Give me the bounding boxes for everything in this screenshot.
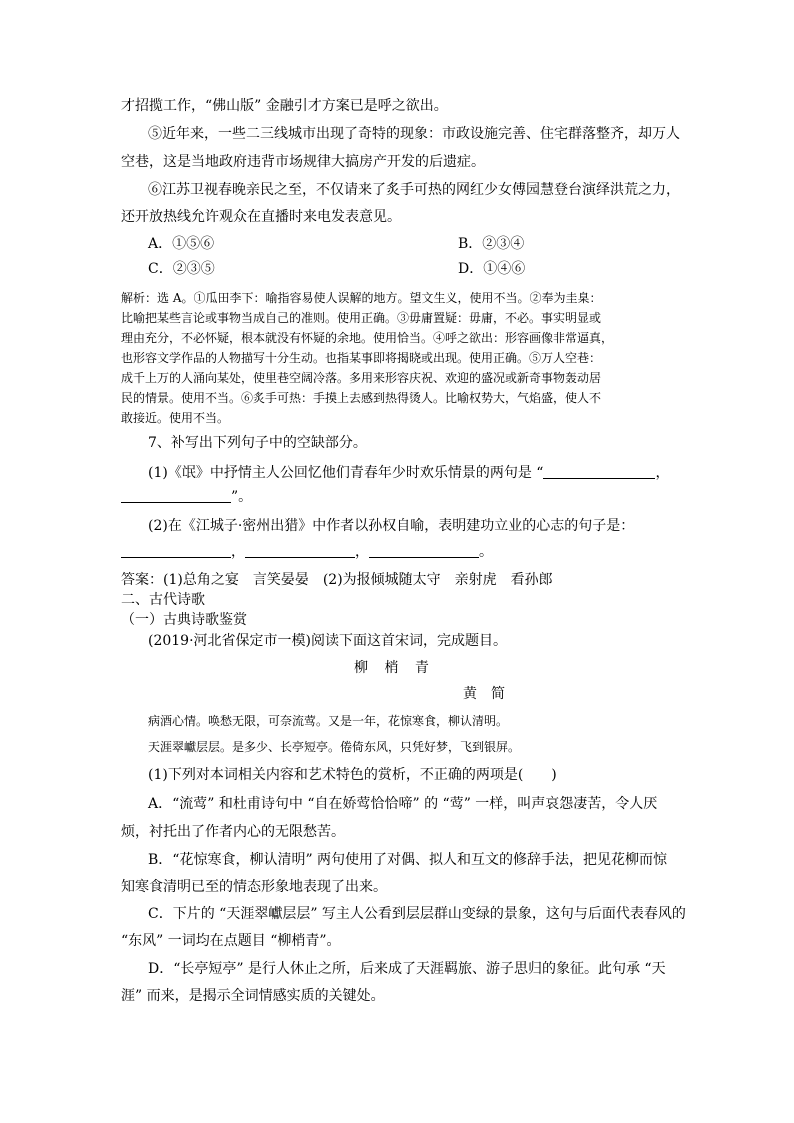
poem-line: 病酒心情。唤愁无限，可奈流莺。又是一年，花惊寒食，柳认清明。 xyxy=(148,714,509,728)
subsection-heading: （一）古典诗歌鉴赏 xyxy=(121,612,247,628)
answer-blank[interactable] xyxy=(543,464,655,479)
poem-author: 黄 简 xyxy=(463,686,505,702)
answer-blank[interactable] xyxy=(245,543,355,558)
poem-intro: (2019·河北省保定市一模)阅读下面这首宋词，完成题目。 xyxy=(148,633,508,649)
option-b-line1: B．“花惊寒食，柳认清明” 两句使用了对偶、拟人和互文的修辞手法，把见花柳而惊 xyxy=(148,852,668,868)
choice-d: D．①④⑥ xyxy=(458,261,526,277)
option-b-line2: 知寒食清明已至的情态形象地表现了出来。 xyxy=(121,879,387,895)
analysis-line: 也形容文学作品的人物描写十分生动。也指某事即将揭晓或出现。使用正确。⑤万人空巷： xyxy=(121,351,602,365)
analysis-line: 敢接近。使用不当。 xyxy=(121,411,230,425)
question-7-part1-end: ”。 xyxy=(231,489,253,505)
choice-b: B．②③④ xyxy=(458,236,525,252)
option-item-5-line2: 空巷，这是当地政府违背市场规律大搞房产开发的后遗症。 xyxy=(121,154,485,170)
question-7-part1-text: (1)《氓》中抒情主人公回忆他们青春年少时欢乐情景的两句是 “ xyxy=(148,465,544,481)
question-7-stem: 7、补写出下列句子中的空缺部分。 xyxy=(148,435,367,451)
option-c-line2: “东风” 一词均在点题目 “柳梢青”。 xyxy=(121,933,341,949)
analysis-line: 理由充分，不必怀疑，根本就没有怀疑的余地。使用恰当。④呼之欲出：形容画像非常逼真， xyxy=(121,331,614,345)
question-7-part2: (2)在《江城子·密州出猎》中作者以孙权自喻，表明建功立业的心志的句子是： xyxy=(148,518,635,534)
poem-line: 天涯翠巘层层。是多少、长亭短亭。倦倚东风，只凭好梦，飞到银屏。 xyxy=(148,740,521,754)
answer-blank[interactable] xyxy=(121,488,231,503)
question-1-stem: (1)下列对本词相关内容和艺术特色的赏析，不正确的两项是( ) xyxy=(148,767,557,783)
answer-blank[interactable] xyxy=(121,543,231,558)
question-7-part1-cont xyxy=(121,487,252,507)
question-7-part2-blanks: ， ， 。 xyxy=(121,542,493,562)
question-7-answer: 答案：(1)总角之宴 言笑晏晏 (2)为报倾城随太守 亲射虎 看孙郎 xyxy=(121,572,553,588)
continuation-line: 才招揽工作，“佛山版” 金融引才方案已是呼之欲出。 xyxy=(121,98,448,114)
section-heading: 二、古代诗歌 xyxy=(121,592,205,608)
option-item-6-line1: ⑥江苏卫视春晚亲民之至，不仅请来了炙手可热的网红少女傅园慧登台演绎洪荒之力， xyxy=(148,182,680,198)
option-item-5-line1: ⑤近年来，一些二三线城市出现了奇特的现象：市政设施完善、住宅群落整齐，却万人 xyxy=(148,126,680,142)
option-item-6-line2: 还开放热线允许观众在直播时来电发表意见。 xyxy=(121,209,401,225)
analysis-line: 解析：选 A。①瓜田李下：喻指容易使人误解的地方。望文生义，使用不当。②奉为圭臬： xyxy=(121,291,602,305)
choice-c: C．②③⑤ xyxy=(148,261,215,277)
option-d-line2: 涯” 而来，是揭示全词情感实质的关键处。 xyxy=(121,988,385,1004)
option-c-line1: C．下片的 “天涯翠巘层层” 写主人公看到层层群山变绿的景象，这句与后面代表春风的 xyxy=(148,906,686,922)
option-a-line2: 烦，衬托出了作者内心的无限愁苦。 xyxy=(121,824,345,840)
option-d-line1: D．“长亭短亭” 是行人休止之所，后来成了天涯羁旅、游子思归的象征。此句承 “天 xyxy=(148,961,666,977)
analysis-line: 成千上万的人涌向某处，使里巷空阔冷落。多用来形容庆祝、欢迎的盛况或新奇事物轰动居 xyxy=(121,371,602,385)
option-a-line1: A．“流莺” 和杜甫诗句中 “自在娇莺恰恰啼” 的 “莺” 一样，叫声哀怨凄苦，令人厌 xyxy=(148,796,658,812)
analysis-line: 比喻把某些言论或事物当成自己的准则。使用正确。③毋庸置疑：毋庸，不必。事实明显或 xyxy=(121,311,602,325)
poem-title: 柳 梢 青 xyxy=(354,660,435,676)
question-7-part1: (1)《氓》中抒情主人公回忆他们青春年少时欢乐情景的两句是 “ ， xyxy=(148,465,670,481)
answer-blank[interactable] xyxy=(369,543,479,558)
analysis-line: 民的情景。使用不当。⑥炙手可热：手摸上去感到热得烫人。比喻权势大，气焰盛，使人不 xyxy=(121,391,602,405)
choice-a: A．①⑤⑥ xyxy=(148,236,215,252)
